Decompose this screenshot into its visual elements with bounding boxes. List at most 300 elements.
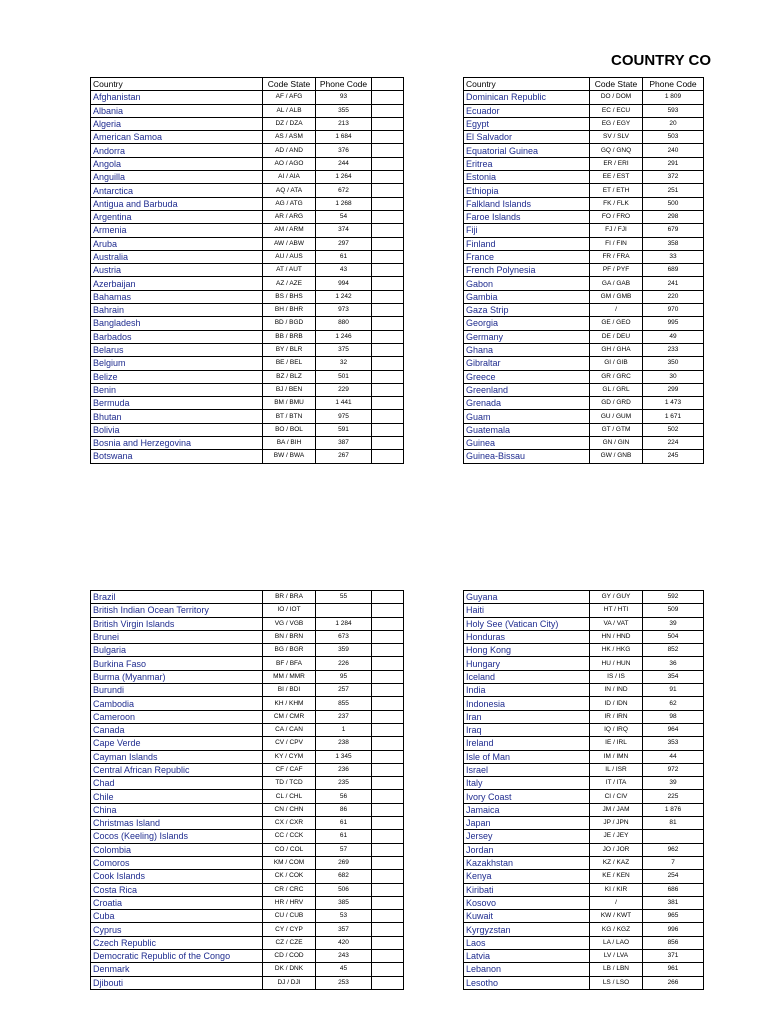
phone-code-cell: 269 — [316, 856, 372, 869]
phone-code-cell: 55 — [316, 591, 372, 604]
table-row — [91, 617, 404, 630]
country-name-cell: Albania — [91, 104, 263, 117]
phone-code-cell: 1 246 — [316, 330, 372, 343]
code-state-cell: LS / LSO — [590, 976, 643, 989]
code-state-cell: GL / GRL — [590, 383, 643, 396]
empty-cell — [372, 237, 404, 250]
code-state-cell: BJ / BEN — [263, 383, 316, 396]
country-name-cell: Hong Kong — [464, 644, 590, 657]
code-state-cell: GA / GAB — [590, 277, 643, 290]
phone-code-cell: 32 — [316, 357, 372, 370]
country-name-cell: Fiji — [464, 224, 590, 237]
phone-code-cell: 1 671 — [643, 410, 704, 423]
page-title: COUNTRY CO — [611, 52, 712, 69]
empty-cell — [372, 790, 404, 803]
code-state-cell: HN / HND — [590, 630, 643, 643]
code-state-cell: AQ / ATA — [263, 184, 316, 197]
phone-code-cell: 241 — [643, 277, 704, 290]
country-name-cell: Israel — [464, 763, 590, 776]
phone-code-cell: 95 — [316, 670, 372, 683]
empty-cell — [372, 737, 404, 750]
table-row — [464, 370, 704, 383]
empty-cell — [372, 950, 404, 963]
code-state-cell: AM / ARM — [263, 224, 316, 237]
code-state-cell: HK / HKG — [590, 644, 643, 657]
table-row — [464, 144, 704, 157]
table-row — [91, 604, 404, 617]
phone-code-cell: 49 — [643, 330, 704, 343]
phone-code-cell: 220 — [643, 290, 704, 303]
table-row — [91, 290, 404, 303]
code-state-cell: BI / BDI — [263, 684, 316, 697]
phone-code-cell: 238 — [316, 737, 372, 750]
code-state-cell: IS / IS — [590, 670, 643, 683]
country-name-cell: Greenland — [464, 383, 590, 396]
code-state-cell: KM / COM — [263, 856, 316, 869]
phone-code-cell: 856 — [643, 936, 704, 949]
country-name-cell: Ecuador — [464, 104, 590, 117]
table-row — [91, 910, 404, 923]
phone-code-cell: 501 — [316, 370, 372, 383]
code-state-cell: BA / BIH — [263, 437, 316, 450]
table-row — [91, 383, 404, 396]
country-name-cell: Chad — [91, 777, 263, 790]
table-row — [91, 277, 404, 290]
table-row — [91, 697, 404, 710]
code-state-cell: AL / ALB — [263, 104, 316, 117]
phone-code-cell: 350 — [643, 357, 704, 370]
code-state-cell: AW / ABW — [263, 237, 316, 250]
phone-code-cell: 679 — [643, 224, 704, 237]
table-row — [91, 763, 404, 776]
table-row — [464, 883, 704, 896]
table-row — [464, 184, 704, 197]
phone-code-cell: 509 — [643, 604, 704, 617]
country-name-cell: Finland — [464, 237, 590, 250]
country-name-cell: Ghana — [464, 343, 590, 356]
table-row — [91, 896, 404, 909]
table-row — [464, 131, 704, 144]
empty-cell — [372, 763, 404, 776]
country-name-cell: Germany — [464, 330, 590, 343]
empty-cell — [372, 423, 404, 436]
code-state-cell: BO / BOL — [263, 423, 316, 436]
table-row — [91, 197, 404, 210]
country-name-cell: Kenya — [464, 870, 590, 883]
phone-code-cell: 592 — [643, 591, 704, 604]
country-name-cell: Cayman Islands — [91, 750, 263, 763]
phone-code-cell: 673 — [316, 630, 372, 643]
table-row — [464, 104, 704, 117]
phone-code-cell: 994 — [316, 277, 372, 290]
code-state-cell: KI / KIR — [590, 883, 643, 896]
empty-cell — [372, 317, 404, 330]
table-row — [464, 777, 704, 790]
code-state-cell: IQ / IRQ — [590, 723, 643, 736]
phone-code-cell: 855 — [316, 697, 372, 710]
table-row — [91, 157, 404, 170]
table-row — [464, 963, 704, 976]
phone-code-cell: 1 268 — [316, 197, 372, 210]
empty-cell — [372, 657, 404, 670]
code-state-cell: BH / BHR — [263, 304, 316, 317]
code-state-cell: IT / ITA — [590, 777, 643, 790]
country-name-cell: Ivory Coast — [464, 790, 590, 803]
country-name-cell: Guam — [464, 410, 590, 423]
country-name-cell: Cyprus — [91, 923, 263, 936]
phone-code-cell: 1 684 — [316, 131, 372, 144]
phone-code-cell: 359 — [316, 644, 372, 657]
table-row — [464, 710, 704, 723]
empty-cell — [372, 144, 404, 157]
empty-cell — [372, 817, 404, 830]
code-state-cell: AF / AFG — [263, 91, 316, 104]
country-name-cell: Cambodia — [91, 697, 263, 710]
phone-code-cell: 91 — [643, 684, 704, 697]
table-row — [91, 317, 404, 330]
code-state-cell: BY / BLR — [263, 343, 316, 356]
table-row — [464, 923, 704, 936]
phone-code-cell: 44 — [643, 750, 704, 763]
table-row — [91, 750, 404, 763]
country-name-cell: Gambia — [464, 290, 590, 303]
code-state-cell: LB / LBN — [590, 963, 643, 976]
table-row — [464, 437, 704, 450]
empty-cell — [372, 896, 404, 909]
phone-code-cell: 972 — [643, 763, 704, 776]
country-name-cell: Eritrea — [464, 157, 590, 170]
code-state-cell: CX / CXR — [263, 817, 316, 830]
table-row — [464, 896, 704, 909]
code-state-cell: LV / LVA — [590, 950, 643, 963]
table-row — [464, 224, 704, 237]
code-state-cell: IL / ISR — [590, 763, 643, 776]
country-name-cell: Gibraltar — [464, 357, 590, 370]
table-row — [91, 630, 404, 643]
phone-code-cell: 1 345 — [316, 750, 372, 763]
country-name-cell: Czech Republic — [91, 936, 263, 949]
country-name-cell: Hungary — [464, 657, 590, 670]
country-name-cell: Kazakhstan — [464, 856, 590, 869]
empty-cell — [372, 290, 404, 303]
table-row — [91, 923, 404, 936]
phone-code-cell: 682 — [316, 870, 372, 883]
empty-cell — [372, 723, 404, 736]
phone-code-cell: 1 441 — [316, 397, 372, 410]
table-row — [464, 723, 704, 736]
empty-cell — [372, 936, 404, 949]
empty-cell — [372, 304, 404, 317]
phone-code-column-header: Phone Code — [643, 78, 704, 91]
table-row — [91, 237, 404, 250]
country-name-cell: Iceland — [464, 670, 590, 683]
code-state-cell: CO / COL — [263, 843, 316, 856]
code-state-cell: AZ / AZE — [263, 277, 316, 290]
code-state-cell: CA / CAN — [263, 723, 316, 736]
code-state-cell: FI / FIN — [590, 237, 643, 250]
table-row — [464, 670, 704, 683]
code-state-cell: GR / GRC — [590, 370, 643, 383]
code-state-cell: KW / KWT — [590, 910, 643, 923]
phone-code-cell: 237 — [316, 710, 372, 723]
country-name-cell: Isle of Man — [464, 750, 590, 763]
country-table-top-right — [463, 77, 704, 464]
empty-cell — [372, 184, 404, 197]
table-row — [464, 171, 704, 184]
phone-code-cell: 224 — [643, 437, 704, 450]
table-row — [464, 936, 704, 949]
country-name-cell: Belize — [91, 370, 263, 383]
phone-code-cell: 961 — [643, 963, 704, 976]
country-name-cell: China — [91, 803, 263, 816]
table-row — [464, 357, 704, 370]
code-state-cell: MM / MMR — [263, 670, 316, 683]
code-state-cell: CM / CMR — [263, 710, 316, 723]
code-state-cell: BZ / BLZ — [263, 370, 316, 383]
table-row — [91, 723, 404, 736]
code-state-cell: SV / SLV — [590, 131, 643, 144]
phone-code-cell: 1 876 — [643, 803, 704, 816]
code-state-cell: HT / HTI — [590, 604, 643, 617]
code-state-cell: AO / AGO — [263, 157, 316, 170]
country-name-cell: Djibouti — [91, 976, 263, 989]
table-row — [91, 976, 404, 989]
phone-code-cell: 375 — [316, 343, 372, 356]
empty-cell — [372, 450, 404, 463]
table-row — [464, 910, 704, 923]
table-row — [464, 750, 704, 763]
phone-code-cell: 672 — [316, 184, 372, 197]
table-row — [91, 423, 404, 436]
phone-code-cell: 225 — [643, 790, 704, 803]
country-name-cell: Central African Republic — [91, 763, 263, 776]
country-name-cell: Guinea — [464, 437, 590, 450]
phone-code-cell: 852 — [643, 644, 704, 657]
empty-cell — [372, 210, 404, 223]
country-name-cell: Bangladesh — [91, 317, 263, 330]
phone-code-cell: 86 — [316, 803, 372, 816]
code-state-cell: TD / TCD — [263, 777, 316, 790]
country-name-cell: Azerbaijan — [91, 277, 263, 290]
country-name-cell: Brazil — [91, 591, 263, 604]
empty-cell — [372, 343, 404, 356]
country-table-bottom-left — [90, 590, 404, 990]
country-name-cell: Guyana — [464, 591, 590, 604]
table-row — [91, 790, 404, 803]
code-state-cell: GH / GHA — [590, 343, 643, 356]
code-state-cell: AG / ATG — [263, 197, 316, 210]
code-state-cell: KG / KGZ — [590, 923, 643, 936]
country-name-cell: Laos — [464, 936, 590, 949]
phone-code-cell: 240 — [643, 144, 704, 157]
table-row — [464, 423, 704, 436]
empty-cell — [372, 670, 404, 683]
phone-code-cell: 593 — [643, 104, 704, 117]
country-name-cell: Democratic Republic of the Congo — [91, 950, 263, 963]
code-state-column-header: Code State — [263, 78, 316, 91]
phone-code-cell: 1 473 — [643, 397, 704, 410]
code-state-cell: IM / IMN — [590, 750, 643, 763]
table-row — [91, 370, 404, 383]
country-name-cell: Cape Verde — [91, 737, 263, 750]
phone-code-cell: 1 264 — [316, 171, 372, 184]
country-name-cell: Dominican Republic — [464, 91, 590, 104]
table-row — [91, 184, 404, 197]
phone-code-column-header: Phone Code — [316, 78, 372, 91]
table-row — [91, 210, 404, 223]
country-name-cell: Honduras — [464, 630, 590, 643]
table-row — [464, 410, 704, 423]
empty-cell — [372, 104, 404, 117]
country-name-cell: Japan — [464, 817, 590, 830]
phone-code-cell: 20 — [643, 117, 704, 130]
country-name-cell: Benin — [91, 383, 263, 396]
table-row — [464, 684, 704, 697]
country-name-cell: Chile — [91, 790, 263, 803]
phone-code-cell: 1 242 — [316, 290, 372, 303]
code-state-cell: AU / AUS — [263, 250, 316, 263]
code-state-cell: HR / HRV — [263, 896, 316, 909]
phone-code-cell: 387 — [316, 437, 372, 450]
country-name-cell: Guinea-Bissau — [464, 450, 590, 463]
phone-code-cell: 57 — [316, 843, 372, 856]
code-state-cell: BB / BRB — [263, 330, 316, 343]
country-name-cell: Falkland Islands — [464, 197, 590, 210]
country-name-cell: Kyrgyzstan — [464, 923, 590, 936]
code-state-cell: KY / CYM — [263, 750, 316, 763]
country-name-cell: Greece — [464, 370, 590, 383]
country-name-cell: Indonesia — [464, 697, 590, 710]
code-state-cell: JO / JOR — [590, 843, 643, 856]
country-name-cell: Argentina — [91, 210, 263, 223]
code-state-cell: JE / JEY — [590, 830, 643, 843]
table-row — [91, 856, 404, 869]
phone-code-cell: 7 — [643, 856, 704, 869]
code-state-cell: BR / BRA — [263, 591, 316, 604]
country-name-cell: Latvia — [464, 950, 590, 963]
table-row — [464, 330, 704, 343]
code-state-cell: AI / AIA — [263, 171, 316, 184]
country-name-cell: Estonia — [464, 171, 590, 184]
code-state-cell: CK / COK — [263, 870, 316, 883]
phone-code-cell: 502 — [643, 423, 704, 436]
country-name-cell: Botswana — [91, 450, 263, 463]
phone-code-cell: 297 — [316, 237, 372, 250]
country-name-cell: Cook Islands — [91, 870, 263, 883]
phone-code-cell: 503 — [643, 131, 704, 144]
phone-code-cell: 253 — [316, 976, 372, 989]
empty-cell — [372, 277, 404, 290]
table-row — [91, 591, 404, 604]
table-row — [464, 950, 704, 963]
phone-code-cell: 964 — [643, 723, 704, 736]
empty-cell — [372, 697, 404, 710]
phone-code-cell: 975 — [316, 410, 372, 423]
code-state-cell: GM / GMB — [590, 290, 643, 303]
table-row — [91, 870, 404, 883]
table-row — [464, 397, 704, 410]
code-state-cell: BN / BRN — [263, 630, 316, 643]
table-row — [464, 697, 704, 710]
table-row — [91, 963, 404, 976]
table-row — [91, 171, 404, 184]
country-name-cell: Gabon — [464, 277, 590, 290]
phone-code-cell: 1 809 — [643, 91, 704, 104]
phone-code-cell — [643, 830, 704, 843]
phone-code-cell: 233 — [643, 343, 704, 356]
phone-code-cell: 45 — [316, 963, 372, 976]
table-row — [464, 237, 704, 250]
empty-cell — [372, 437, 404, 450]
empty-cell — [372, 131, 404, 144]
table-row — [464, 737, 704, 750]
phone-code-cell: 376 — [316, 144, 372, 157]
phone-code-cell: 257 — [316, 684, 372, 697]
code-state-cell: BG / BGR — [263, 644, 316, 657]
country-name-cell: Bermuda — [91, 397, 263, 410]
code-state-cell: CY / CYP — [263, 923, 316, 936]
country-name-cell: Australia — [91, 250, 263, 263]
table-row — [91, 670, 404, 683]
phone-code-cell: 244 — [316, 157, 372, 170]
table-row — [91, 330, 404, 343]
empty-cell — [372, 963, 404, 976]
phone-code-cell: 357 — [316, 923, 372, 936]
code-state-cell: CI / CIV — [590, 790, 643, 803]
code-state-cell: ET / ETH — [590, 184, 643, 197]
code-state-cell: CC / CCK — [263, 830, 316, 843]
country-name-cell: American Samoa — [91, 131, 263, 144]
phone-code-cell: 36 — [643, 657, 704, 670]
country-name-cell: Georgia — [464, 317, 590, 330]
country-name-cell: Antigua and Barbuda — [91, 197, 263, 210]
empty-cell — [372, 157, 404, 170]
country-name-cell: Ireland — [464, 737, 590, 750]
code-state-cell: IR / IRN — [590, 710, 643, 723]
phone-code-cell: 962 — [643, 843, 704, 856]
country-name-cell: Bosnia and Herzegovina — [91, 437, 263, 450]
table-row — [91, 304, 404, 317]
country-name-cell: Bolivia — [91, 423, 263, 436]
table-row — [464, 277, 704, 290]
table-row — [464, 644, 704, 657]
table-row — [91, 936, 404, 949]
code-state-cell: EC / ECU — [590, 104, 643, 117]
empty-cell — [372, 803, 404, 816]
table-row — [91, 117, 404, 130]
phone-code-cell: 61 — [316, 817, 372, 830]
table-row — [464, 383, 704, 396]
country-name-cell: Holy See (Vatican City) — [464, 617, 590, 630]
empty-cell — [372, 91, 404, 104]
country-name-cell: Ethiopia — [464, 184, 590, 197]
phone-code-cell: 30 — [643, 370, 704, 383]
phone-code-cell — [316, 604, 372, 617]
country-table-top-left — [90, 77, 404, 464]
table-row — [464, 290, 704, 303]
phone-code-cell: 970 — [643, 304, 704, 317]
table-row — [91, 250, 404, 263]
code-state-cell: GN / GIN — [590, 437, 643, 450]
phone-code-cell: 299 — [643, 383, 704, 396]
phone-code-cell: 371 — [643, 950, 704, 963]
empty-cell — [372, 78, 404, 91]
country-name-cell: Cameroon — [91, 710, 263, 723]
table-row — [464, 843, 704, 856]
phone-code-cell: 374 — [316, 224, 372, 237]
table-row — [464, 604, 704, 617]
code-state-cell: BD / BGD — [263, 317, 316, 330]
